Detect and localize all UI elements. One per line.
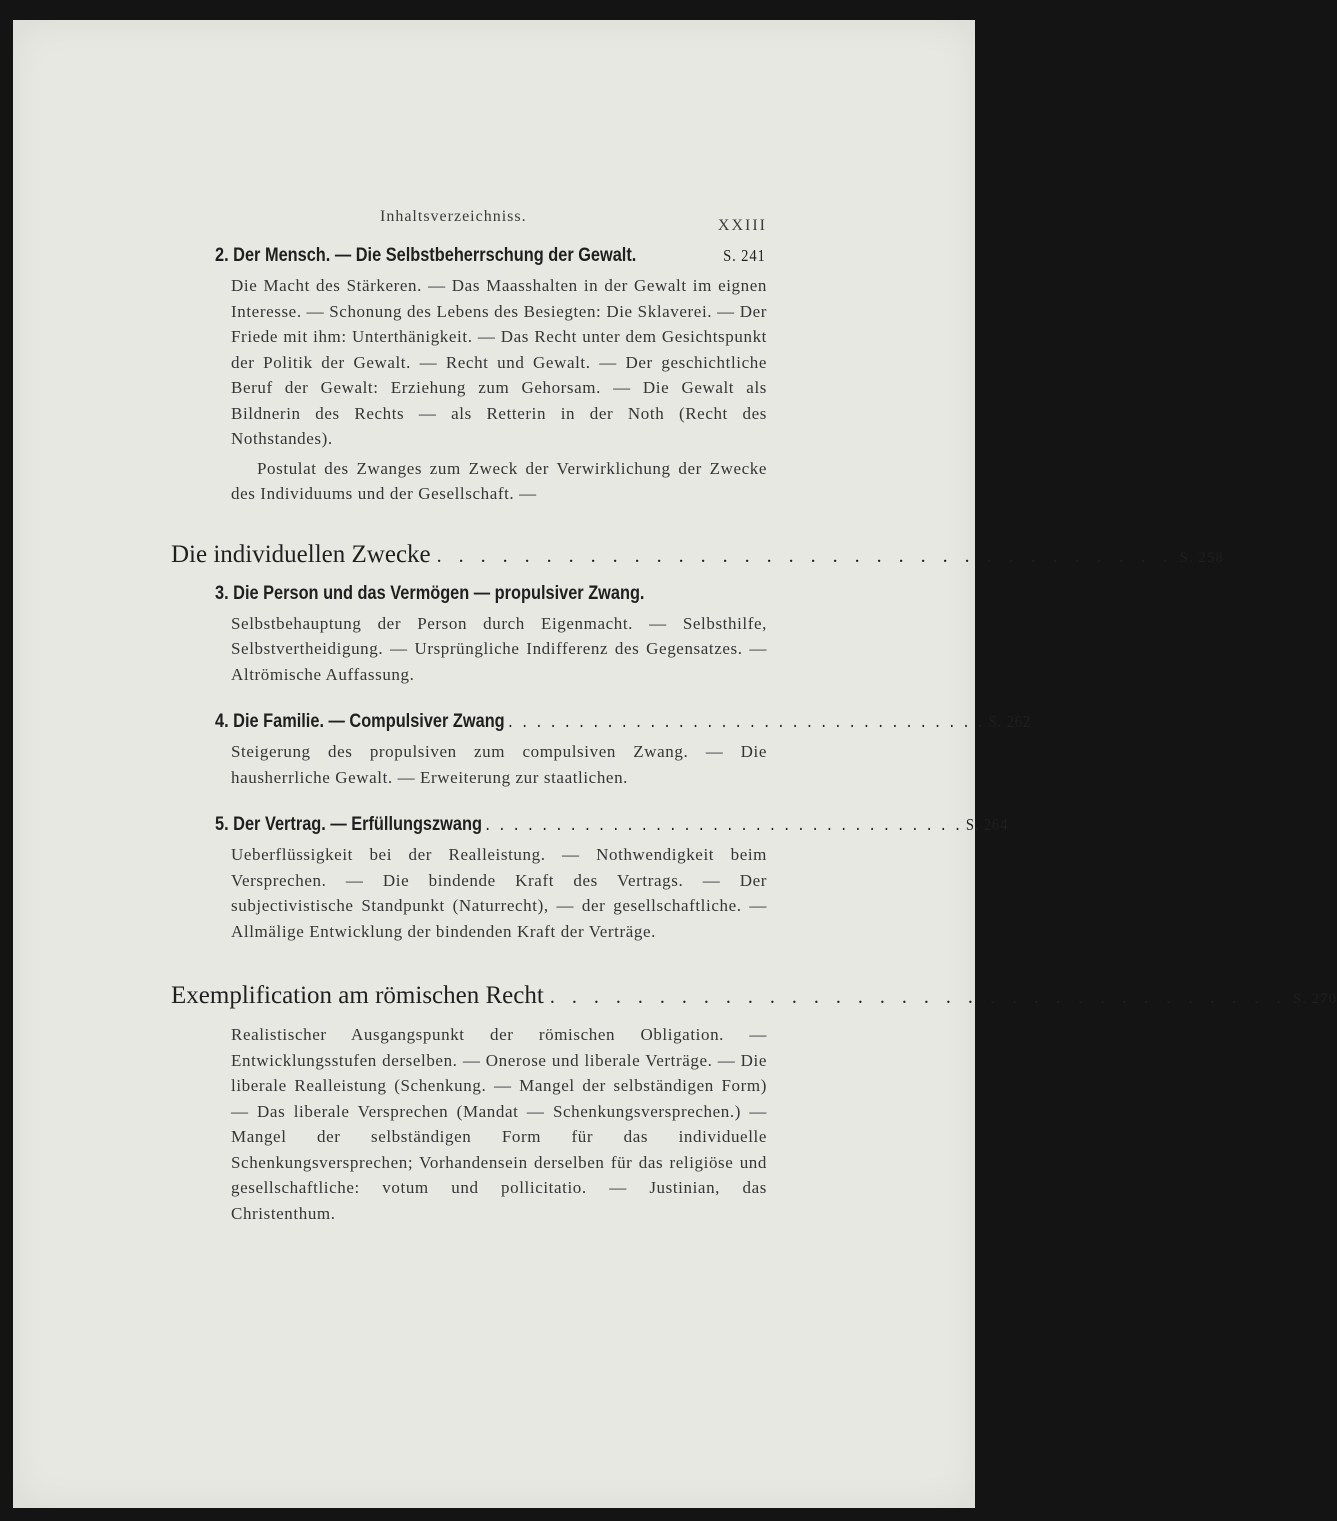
page-number: XXIII [717,217,767,234]
toc-part-heading [171,982,1337,1010]
entry-summary: Selbstbehauptung der Person durch Eigenmacht. — Selbsthilfe, Selbstvertheidigung. — Ursprüngliche Indifferenz des Gegensatzes. — Altrömische Auffassung. [231,613,767,684]
entry-summary: Postulat des Zwanges zum Zweck der Verwirklichung der Zwecke des Individuums und der Gesellschaft. — [231,458,767,503]
part-summary: Realistischer Ausgangspunkt der römischen Obligation. — Entwicklungsstufen derselben. — Onerose und liberale Verträge. — Die liberale Realleistung (Schenkung. — Mangel der selbständigen Form) — Das liberale Versprechen (Mandat — Schenkungsversprechen.) — Mangel der selbständigen Form für das individuelle Schenkungsversprechen; Vorhandensein derselben für das religiöse und gesellschaftliche: votum und pollicitatio. — Justinian, das Christenthum. [231,1025,767,1223]
entry-summary: Steigerung des propulsiven zum compulsiven Zwang. — Die hausherrliche Gewalt. — Erweiterung zur staatlichen. [231,742,767,787]
entry-title: 4. Die Familie. — Compulsiver Zwang [215,711,505,732]
toc-entry-heading [215,814,1009,836]
leader-dots: . . . . . . . . . . . . . . . . . . . . . . . . . . . . . . . . . . [508,711,986,732]
entry-page-ref: S. 264 [965,815,1009,834]
part-title: Die individuellen Zwecke [171,540,431,568]
toc-part-heading [171,540,1224,569]
entry-title: 2. Der Mensch. — Die Selbstbeherrschung der Gewalt. [215,245,637,266]
table-of-contents [171,205,1337,1226]
toc-entry-heading [215,245,766,267]
running-title: Inhaltsverzeichniss. [380,208,527,225]
entry-page-ref: S. 262 [988,712,1032,731]
part-page-ref: S. 258 [1179,549,1224,566]
book-page [13,20,1337,1508]
leader-dots: . . . . . . . . . . . . . . . . . . . . . . . . . . . . . . . . . . [485,814,963,835]
leader-dots: . . . . . . . . . . . . . . . . . . . . . . . . . . . . . . . . . . [549,986,1287,1008]
leader-dots: . . . . . . . . . . . . . . . . . . . . . . . . . . . . . . . . . . [436,544,1174,567]
running-head [215,205,767,245]
toc-entry-heading [215,583,766,605]
entry-title: 5. Der Vertrag. — Erfüllungszwang [215,814,482,835]
toc-entry-heading [215,711,1032,733]
entry-title: 3. Die Person und das Vermögen — propulsiver Zwang. [215,582,645,604]
entry-page-ref: S. 241 [723,246,766,265]
entry-summary: Die Macht des Stärkeren. — Das Maasshalten in der Gewalt im eignen Interesse. — Schonung des Lebens des Besiegten: Die Sklaverei. — Der Friede mit ihm: Unterthänigkeit. — Das Recht unter dem Gesichtspunkt der Politik der Gewalt. — Recht und Gewalt. — Der geschichtliche Beruf der Gewalt: Erziehung zum Gehorsam. — Die Gewalt als Bildnerin des Rechts — als Retterin in der Noth (Recht des Nothstandes). [231,276,767,448]
entry-summary: Ueberflüssigkeit bei der Realleistung. — Nothwendigkeit beim Versprechen. — Die bindende Kraft des Vertrags. — Der subjectivistische Standpunkt (Naturrecht), — der gesellschaftliche. — Allmälige Entwicklung der bindenden Kraft der Verträge. [231,845,767,941]
part-title: Exemplification am römischen Recht [171,982,544,1009]
part-page-ref: S. 270 [1292,991,1337,1007]
